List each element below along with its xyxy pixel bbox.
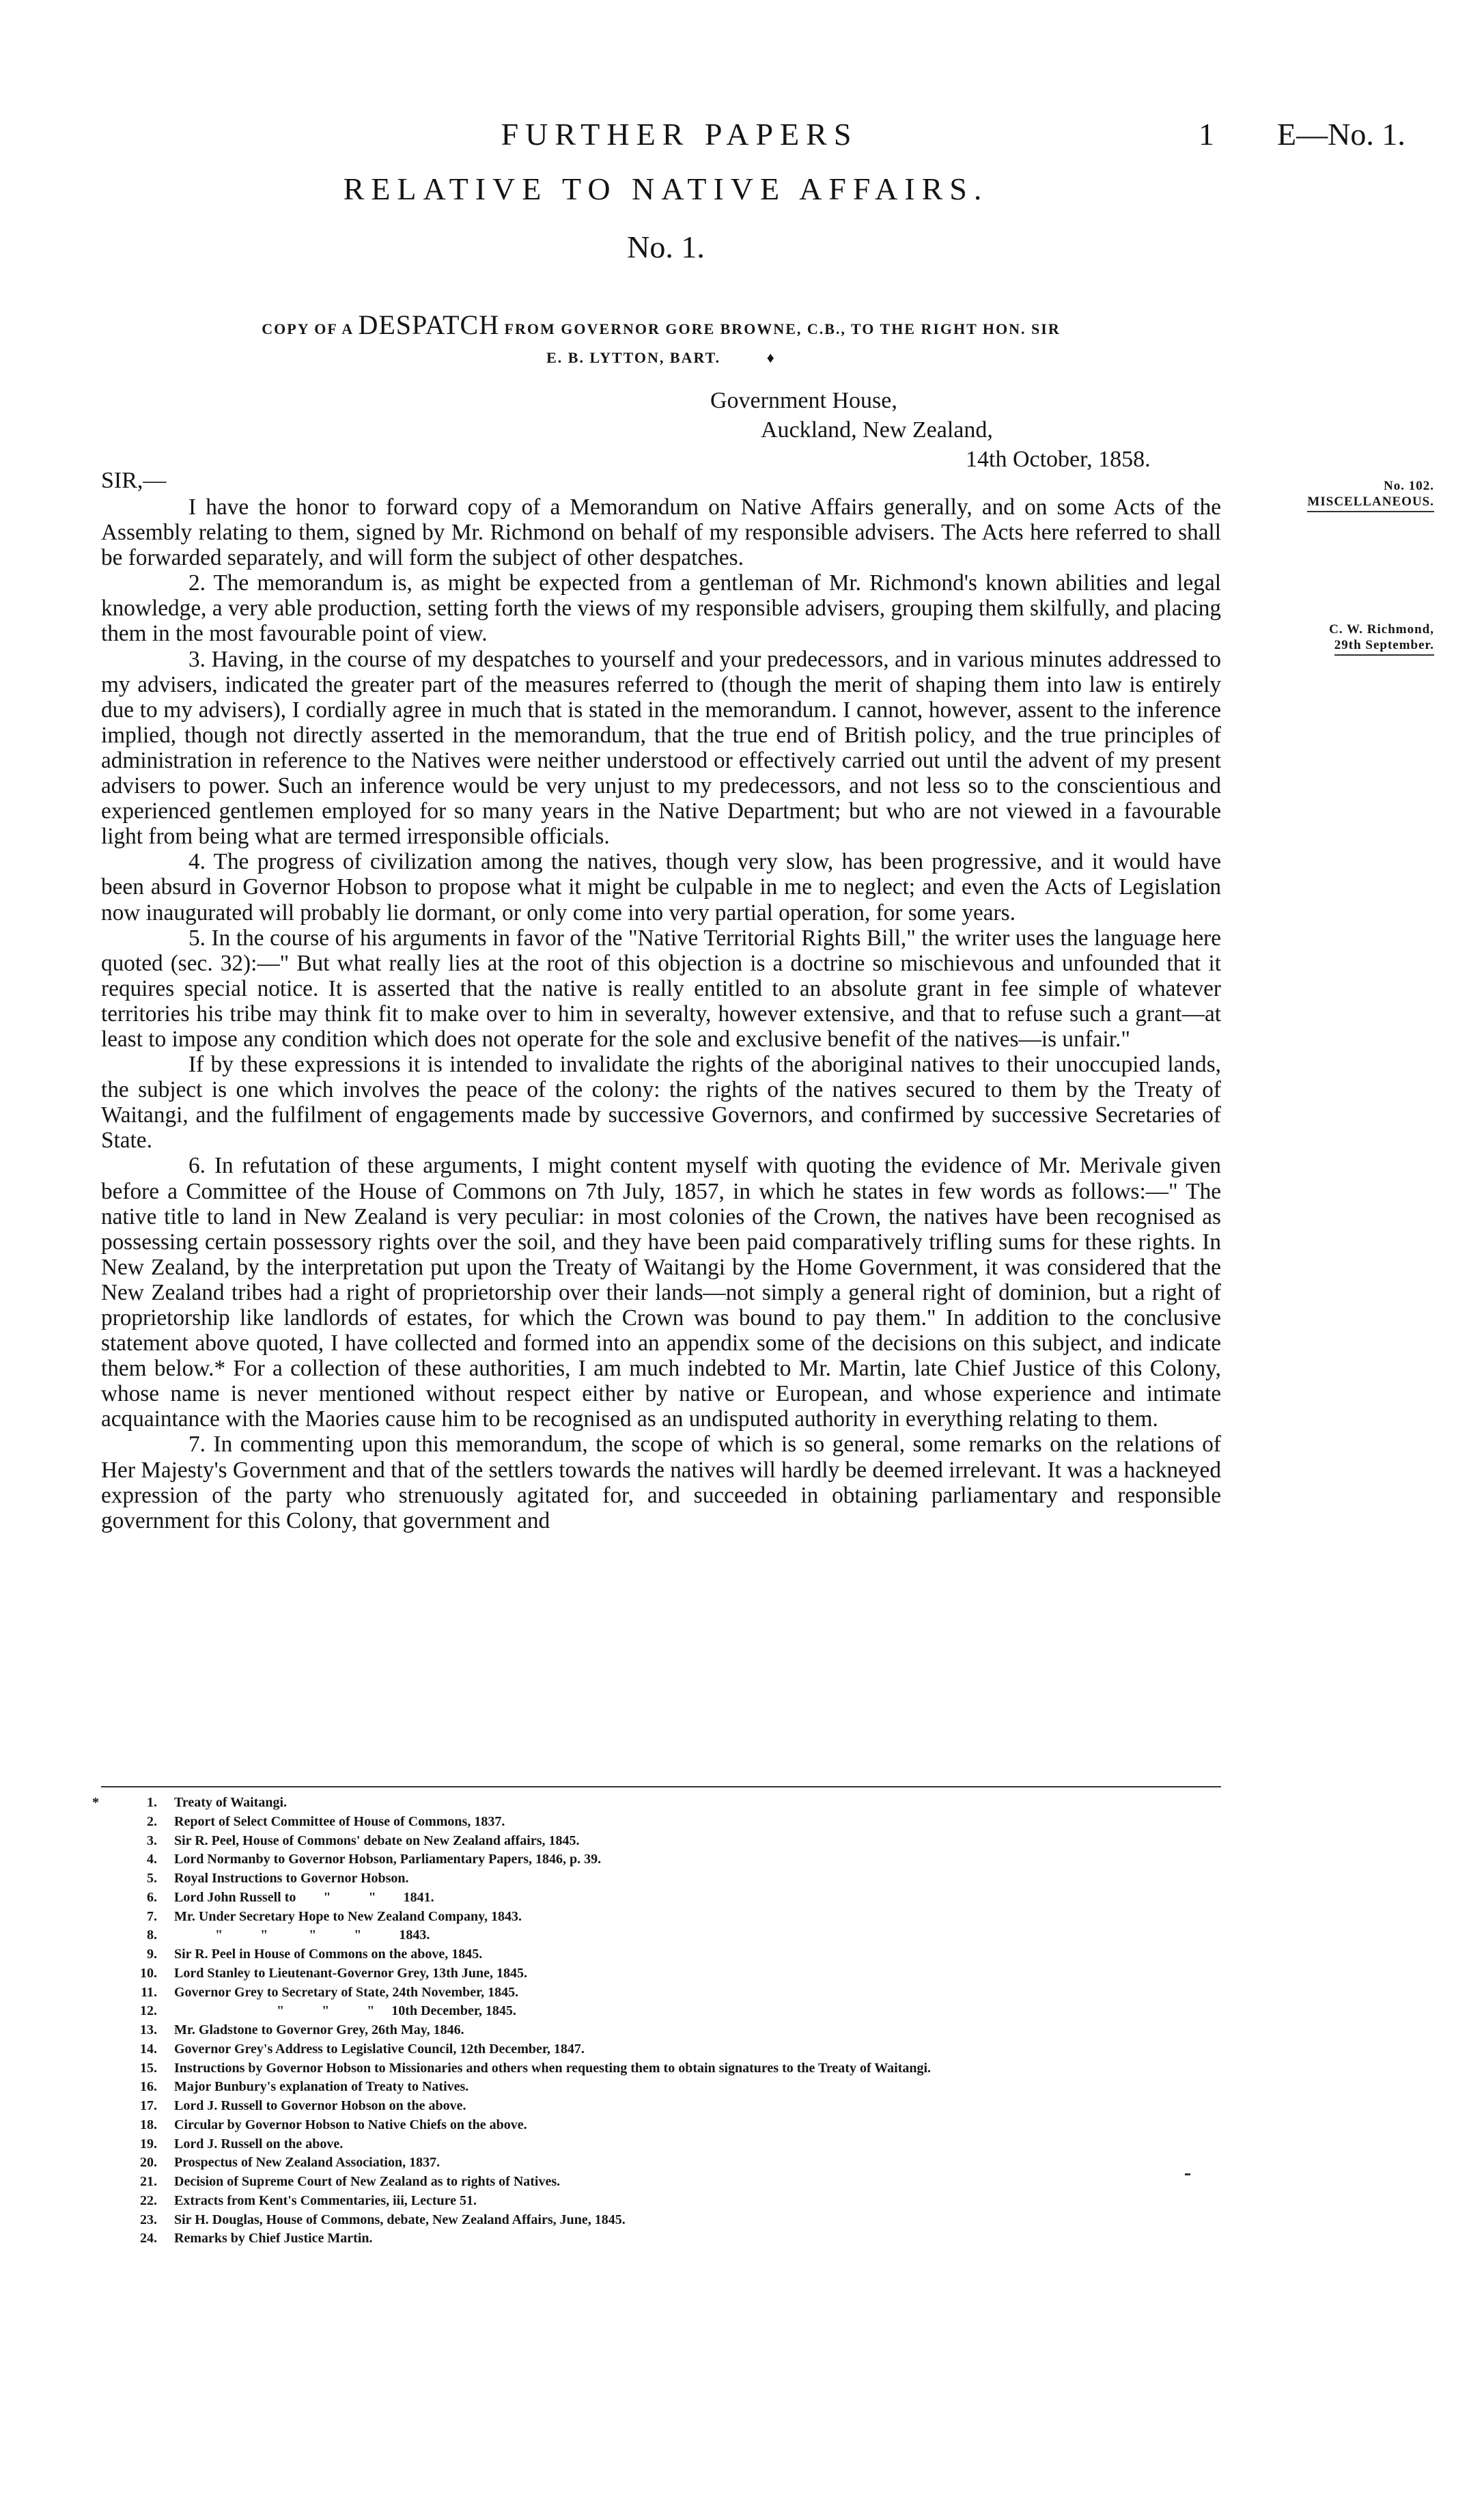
footnote-item: 11. Governor Grey to Secretary of State, 24th November, 1845.: [141, 1984, 519, 2000]
footnote-divider: [101, 1786, 1221, 1787]
paragraph-1: I have the honor to forward copy of a Memorandum on Native Affairs generally, and on some Acts of the Assembly relating to them, signed by Mr. Richmond on behalf of my responsible advisers. The Acts here referred to shall be forwarded separately, and will form the subject of other despatches.: [101, 495, 1221, 571]
margin-note-reference: [1229, 478, 1434, 512]
footnote-item: 24. Remarks by Chief Justice Martin.: [140, 2231, 373, 2246]
heading-line-1: FROM GOVERNOR GORE BROWNE, C.B., TO THE RIGHT HON. SIR: [504, 320, 1061, 337]
page-number: 1: [1199, 117, 1214, 152]
heading-line-2: E. B. LYTTON, BART.: [546, 349, 721, 366]
address-line-2: Auckland, New Zealand,: [761, 417, 993, 443]
margin-note-author: C. W. Richmond,: [1329, 622, 1434, 637]
footnote-item: 16. Major Bunbury's explanation of Treaty to Natives.: [140, 2079, 469, 2095]
footnote-item: 22. Extracts from Kent's Commentaries, iii, Lecture 51.: [140, 2192, 477, 2208]
footnote-item: 23. Sir H. Douglas, House of Commons, debate, New Zealand Affairs, June, 1845.: [140, 2212, 626, 2227]
paragraph-6: 6. In refutation of these arguments, I might content myself with quoting the evidence of Mr. Merivale given before a Committee of the House of Commons on 7th July, 1857, in which he states in few words as follows:—" The native title to land in New Zealand is very peculiar: in most colonies of the Crown, the natives have been recognised as possessing certain possessory rights over the soil, and they have been paid comparatively trifling sums for these rights. In New Zealand, by the interpretation put upon the Treaty of Waitangi by the Home Government, it was considered that the New Zealand tribes had a right of proprietorship over their lands—not simply a general right of dominion, but a right of proprietorship like landlords of estates, for which the Crown was bound to pay them." In addition to the conclusive statement above quoted, I have collected and formed into an appendix some of the decisions on this subject, and indicate them below.* For a collection of these authorities, I am much indebted to Mr. Martin, late Chief Justice of this Colony, whose name is never mentioned without respect either by native or European, and whose experience and intimate acquaintance with the Maories cause him to be recognised as an undisputed authority in everything relating to them.: [101, 1153, 1221, 1432]
session-paper-number: E—No. 1.: [1277, 117, 1405, 152]
paragraph-3: 3. Having, in the course of my despatches to yourself and your predecessors, and in various minutes addressed to my advisers, indicated the greater part of the measures referred to (though the merit of shaping them into law is entirely due to my advisers), I cordially agree in much that is stated in the memorandum. I cannot, however, assent to the inference implied, though not directly asserted in the memorandum, that the true end of British policy, and the true principles of administration in reference to the Natives were neither understood or effectively carried out until the advent of my present advisers to power. Such an inference would be very unjust to my predecessors, and not less so to the conscientious and experienced gentlemen employed for so many years in the Native Department; but who are not viewed in a favourable light from being what are termed irresponsible officials.: [101, 646, 1221, 850]
title-line-1: FURTHER PAPERS: [501, 117, 858, 152]
heading-prefix: COPY OF A: [262, 320, 353, 337]
paragraph-7: 7. In commenting upon this memorandum, the scope of which is so general, some remarks on the relations of Her Majesty's Government and that of the settlers towards the natives will hardly be deemed irrelevant. It was a hackneyed expression of the party who strenuously agitated for, and succeeded in obtaining parliamentary and responsible government for this Colony, that government and: [101, 1432, 1221, 1533]
footnotes-list: [92, 1794, 1267, 2248]
footnote-item: 5. Royal Instructions to Governor Hobson.: [147, 1871, 409, 1886]
footnote-star: *: [92, 1795, 99, 1810]
margin-note-enclosure: [1229, 622, 1434, 656]
paragraph-5: 5. In the course of his arguments in favor of the "Native Territorial Rights Bill," the writer uses the language here quoted (sec. 32):—" But what really lies at the root of this objection is a doctrine so mischievous and unfounded that it requires special notice. It is asserted that the native is really entitled to an absolute grant in fee simple of whatever territories his tribe may think fit to make over to him in severalty, however extensive, and that to refuse such a grant—at least to impose any condition which does not operate for the sole and exclusive benefit of the natives—is unfair.": [101, 925, 1221, 1052]
footnote-item: 10. Lord Stanley to Lieutenant-Governor Grey, 13th June, 1845.: [140, 1965, 528, 1981]
footnote-item: 2. Report of Select Committee of House of Commons, 1837.: [147, 1813, 505, 1829]
footnote-item: 7. Mr. Under Secretary Hope to New Zealand Company, 1843.: [147, 1908, 522, 1924]
footnote-item: 18. Circular by Governor Hobson to Native Chiefs on the above.: [140, 2117, 527, 2132]
despatch-body: [101, 495, 1221, 1533]
paragraph-5-continued: If by these expressions it is intended to invalidate the rights of the aboriginal natives to their unoccupied lands, the subject is one which involves the peace of the colony: the rights of the natives secured to them by the Treaty of Waitangi, and the fulfilment of engagements made by successive Governors, and confirmed by successive Secretaries of State.: [101, 1052, 1221, 1154]
footnote-item: 20. Prospectus of New Zealand Association, 1837.: [140, 2155, 440, 2171]
footnote-item: 4. Lord Normanby to Governor Hobson, Parliamentary Papers, 1846, p. 39.: [147, 1852, 602, 1867]
footnote-item: * 1. Treaty of Waitangi.: [174, 1794, 1267, 1813]
document-number: No. 1.: [627, 229, 705, 264]
footnote-item: 19. Lord J. Russell on the above.: [140, 2136, 344, 2151]
footnote-item: 12. " " " 10th December, 1845.: [140, 2003, 516, 2019]
paragraph-2: 2. The memorandum is, as might be expected from a gentleman of Mr. Richmond's known abilities and legal knowledge, a very able production, setting forth the views of my responsible advisers, grouping them skilfully, and placing them in the most favourable point of view.: [101, 570, 1221, 647]
paragraph-4: 4. The progress of civilization among the natives, though very slow, has been progressive, and it would have been absurd in Governor Hobson to propose what it might be culpable in me to neglect; and even the Acts of Legislation now inaugurated will probably lie dormant, or only come into very partial operation, for some years.: [101, 849, 1221, 925]
salutation: SIR,—: [101, 468, 167, 493]
address-date: 14th October, 1858.: [966, 447, 1151, 472]
footnote-item: 14. Governor Grey's Address to Legislative Council, 12th December, 1847.: [140, 2041, 585, 2057]
footnote-item: 21. Decision of Supreme Court of New Zealand as to rights of Natives.: [140, 2174, 561, 2189]
footnote-item: 17. Lord J. Russell to Governor Hobson on the above.: [140, 2098, 466, 2113]
margin-note-date: 29th September.: [1334, 637, 1434, 656]
footnote-item: 8. " " " " 1843.: [147, 1927, 430, 1943]
footnote-item: 3. Sir R. Peel, House of Commons' debate on New Zealand affairs, 1845.: [147, 1833, 580, 1848]
despatch-heading: [101, 311, 1221, 372]
title-line-2: RELATIVE TO NATIVE AFFAIRS.: [343, 171, 989, 206]
footnote-item: 13. Mr. Gladstone to Governor Grey, 26th May, 1846.: [140, 2022, 464, 2037]
margin-note-category: MISCELLANEOUS.: [1307, 494, 1434, 512]
heading-mark: ♦: [766, 349, 776, 366]
footnote-item: 15. Instructions by Governor Hobson to Missionaries and others when requesting them to obtain signatures to the Treaty of Waitangi.: [140, 2060, 932, 2076]
margin-note-number: No. 102.: [1384, 479, 1434, 493]
footnote-item: 9. Sir R. Peel in House of Commons on the above, 1845.: [147, 1947, 483, 1962]
heading-despatch-word: DESPATCH: [358, 309, 500, 340]
sender-address: [710, 386, 1151, 474]
print-mark: [1185, 2173, 1190, 2175]
footnote-item: 6. Lord John Russell to " " 1841.: [147, 1889, 434, 1905]
address-line-1: Government House,: [710, 388, 897, 413]
